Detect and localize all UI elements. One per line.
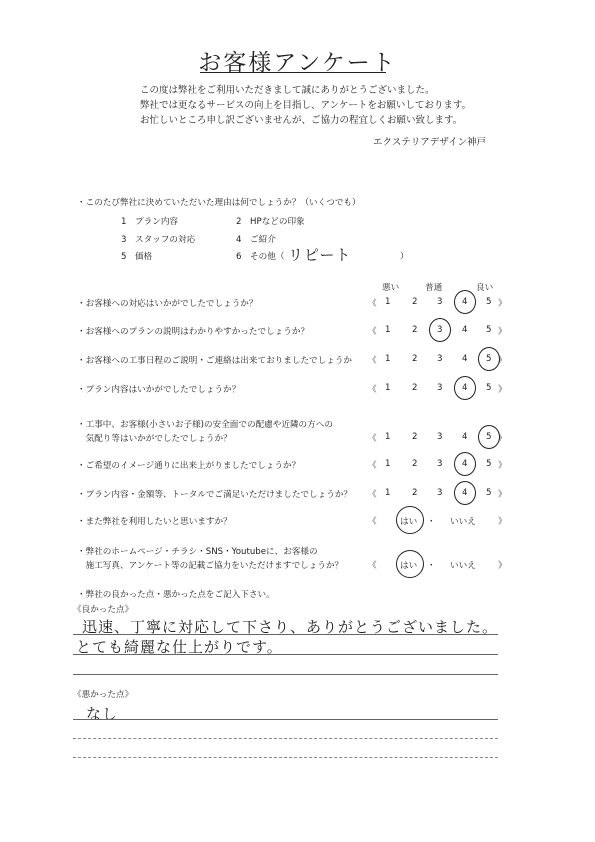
rating-5-option-5: 5 — [486, 432, 492, 442]
scale-close-bracket: 》 — [498, 327, 507, 337]
rating-5-option-3: 3 — [437, 432, 443, 442]
rating-7-option-5: 5 — [486, 488, 492, 498]
rating-1-option-3: 3 — [437, 297, 443, 307]
reason-option-3: 3 スタッフの対応 — [121, 235, 196, 245]
reason-option-5: 5 価格 — [121, 252, 153, 262]
survey-title: お客様アンケート — [198, 50, 397, 76]
scale-open-bracket: 《 — [368, 356, 377, 366]
rating-question-4-line-1: ・プラン内容はいかがでしたでしょうか？ — [77, 385, 241, 395]
scale-close-bracket: 》 — [498, 490, 507, 500]
rating-question-7-line-1: ・プラン内容・金額等、トータルでご満足いただけましたでしょうか？ — [77, 490, 353, 500]
scale-open-bracket: 《 — [368, 434, 377, 444]
rating-6-option-4: 4 — [462, 459, 468, 469]
rating-2-selected-circle — [429, 318, 451, 342]
good-rule-1 — [73, 634, 498, 635]
yesno-1-yes: はい — [400, 517, 418, 527]
reason-option-6: 6 その他（ — [236, 252, 285, 262]
company-signature: エクステリアデザイン神戸 — [373, 137, 487, 148]
rating-question-3-line-1: ・お客様への工事日程のご説明・ご連絡は出来ておりましたでしょうか — [77, 356, 353, 366]
scale-open-bracket: 《 — [368, 490, 377, 500]
intro-line-2: 弊社では更なるサービスの向上を目指し、アンケートをお願いしております。 — [140, 100, 472, 111]
rating-2-option-2: 2 — [412, 325, 418, 335]
rating-5-option-4: 4 — [462, 432, 468, 442]
rating-4-option-1: 1 — [385, 383, 391, 393]
rating-3-option-5: 5 — [486, 354, 492, 364]
good-rule-3 — [73, 674, 498, 675]
yesno-close-bracket: 》 — [498, 517, 507, 527]
rating-1-option-4: 4 — [462, 297, 468, 307]
rating-4-option-4: 4 — [462, 383, 468, 393]
rating-4-option-5: 5 — [486, 383, 492, 393]
yesno-open-bracket: 《 — [368, 561, 377, 571]
rating-question-6-line-1: ・ご希望のイメージ通りに出来上がりましたでしょうか？ — [77, 461, 301, 471]
reason-other-close: ） — [400, 252, 409, 262]
rating-3-option-2: 2 — [412, 354, 418, 364]
yesno-2-selected-circle — [396, 550, 424, 578]
rating-2-option-4: 4 — [462, 325, 468, 335]
rating-question-2-line-1: ・お客様へのプランの説明はわかりやすかったでしょうか？ — [77, 327, 310, 337]
yesno-2-yes: はい — [400, 561, 418, 571]
yesno-close-bracket: 》 — [498, 561, 507, 571]
rating-1-option-2: 2 — [412, 297, 418, 307]
yesno-question-2-line-2: 施工写真、アンケート等の記載ご協力をいただけますでしょうか？ — [77, 561, 344, 571]
rating-3-selected-circle — [478, 347, 500, 371]
rating-question-5-line-2: 気配り等はいかがでしたでしょうか？ — [77, 434, 232, 444]
reason-option-2: 2 HPなどの印象 — [236, 217, 305, 227]
rating-6-option-3: 3 — [437, 459, 443, 469]
scale-close-bracket: 》 — [498, 299, 507, 309]
rating-question-1-line-1: ・お客様への対応はいかがでしたでしょうか？ — [77, 299, 258, 309]
rating-2-option-3: 3 — [437, 325, 443, 335]
intro-line-3: お忙しいところ申し訳ございませんが、ご協力の程宜しくお願い致します。 — [140, 115, 463, 126]
rating-6-option-1: 1 — [385, 459, 391, 469]
yesno-1-selected-circle — [396, 506, 424, 534]
rating-6-option-5: 5 — [486, 459, 492, 469]
scale-close-bracket: 》 — [498, 434, 507, 444]
scale-open-bracket: 《 — [368, 299, 377, 309]
title-underline — [200, 72, 386, 73]
rating-1-option-1: 1 — [385, 297, 391, 307]
rating-7-option-4: 4 — [462, 488, 468, 498]
rating-4-option-2: 2 — [412, 383, 418, 393]
scale-open-bracket: 《 — [368, 327, 377, 337]
good-points-line-1: 迅速、丁寧に対応して下さり、ありがとうございました。 — [82, 618, 499, 636]
bad-points-line-1: なし — [86, 705, 119, 723]
feedback-prompt: ・弊社の良かった点・悪かった点をご記入下さい。 — [77, 590, 275, 600]
rating-4-option-3: 3 — [437, 383, 443, 393]
scale-open-bracket: 《 — [368, 385, 377, 395]
scale-header-bad: 悪い — [382, 283, 400, 293]
good-rule-2 — [73, 654, 498, 655]
rating-7-option-3: 3 — [437, 488, 443, 498]
bad-points-label: 《悪かった点》 — [73, 690, 134, 700]
scale-close-bracket: 》 — [498, 461, 507, 471]
scale-open-bracket: 《 — [368, 461, 377, 471]
rating-7-option-1: 1 — [385, 488, 391, 498]
intro-line-1: この度は弊社をご利用いただきまして誠にありがとうございました。 — [140, 85, 435, 96]
good-points-label: 《良かった点》 — [73, 605, 134, 615]
rating-7-selected-circle — [454, 481, 476, 505]
yesno-question-1-line-1: ・また弊社を利用したいと思いますか？ — [77, 517, 232, 527]
yesno-1-separator: ・ — [427, 517, 436, 527]
yesno-2-separator: ・ — [427, 561, 436, 571]
rating-7-option-2: 2 — [412, 488, 418, 498]
reason-question: ・このたび弊社に決めていただいた理由は何でしょうか？（いくつでも） — [77, 198, 361, 208]
yesno-open-bracket: 《 — [368, 517, 377, 527]
rating-6-option-2: 2 — [412, 459, 418, 469]
yesno-1-no: いいえ — [450, 517, 476, 527]
rating-3-option-3: 3 — [437, 354, 443, 364]
scale-header-normal: 普通 — [425, 283, 443, 293]
rating-5-option-1: 1 — [385, 432, 391, 442]
yesno-question-2-line-1: ・弊社のホームページ・チラシ・SNS・Youtubeに、お客様の — [77, 547, 318, 557]
reason-option-1: 1 プラン内容 — [121, 217, 179, 227]
rating-1-selected-circle — [454, 290, 476, 314]
rating-2-option-1: 1 — [385, 325, 391, 335]
reason-option-4: 4 ご紹介 — [236, 235, 276, 245]
good-points-line-2: とても綺麗な仕上がりです。 — [76, 638, 283, 656]
yesno-2-no: いいえ — [450, 561, 476, 571]
bad-rule-1 — [73, 719, 498, 720]
bad-rule-2 — [73, 738, 498, 739]
rating-2-option-5: 5 — [486, 325, 492, 335]
rating-3-option-1: 1 — [385, 354, 391, 364]
reason-other-answer: リピート — [288, 246, 352, 264]
rating-5-selected-circle — [478, 425, 500, 449]
rating-6-selected-circle — [454, 452, 476, 476]
scale-header-good: 良い — [476, 283, 494, 293]
scale-close-bracket: 》 — [498, 356, 507, 366]
scale-close-bracket: 》 — [498, 385, 507, 395]
rating-question-5-line-1: ・工事中、お客様(小さいお子様)の安全面での配慮や近隣の方への — [77, 420, 333, 430]
rating-3-option-4: 4 — [462, 354, 468, 364]
rating-4-selected-circle — [454, 376, 476, 400]
rating-1-option-5: 5 — [486, 297, 492, 307]
rating-5-option-2: 2 — [412, 432, 418, 442]
bad-rule-3 — [73, 757, 498, 758]
